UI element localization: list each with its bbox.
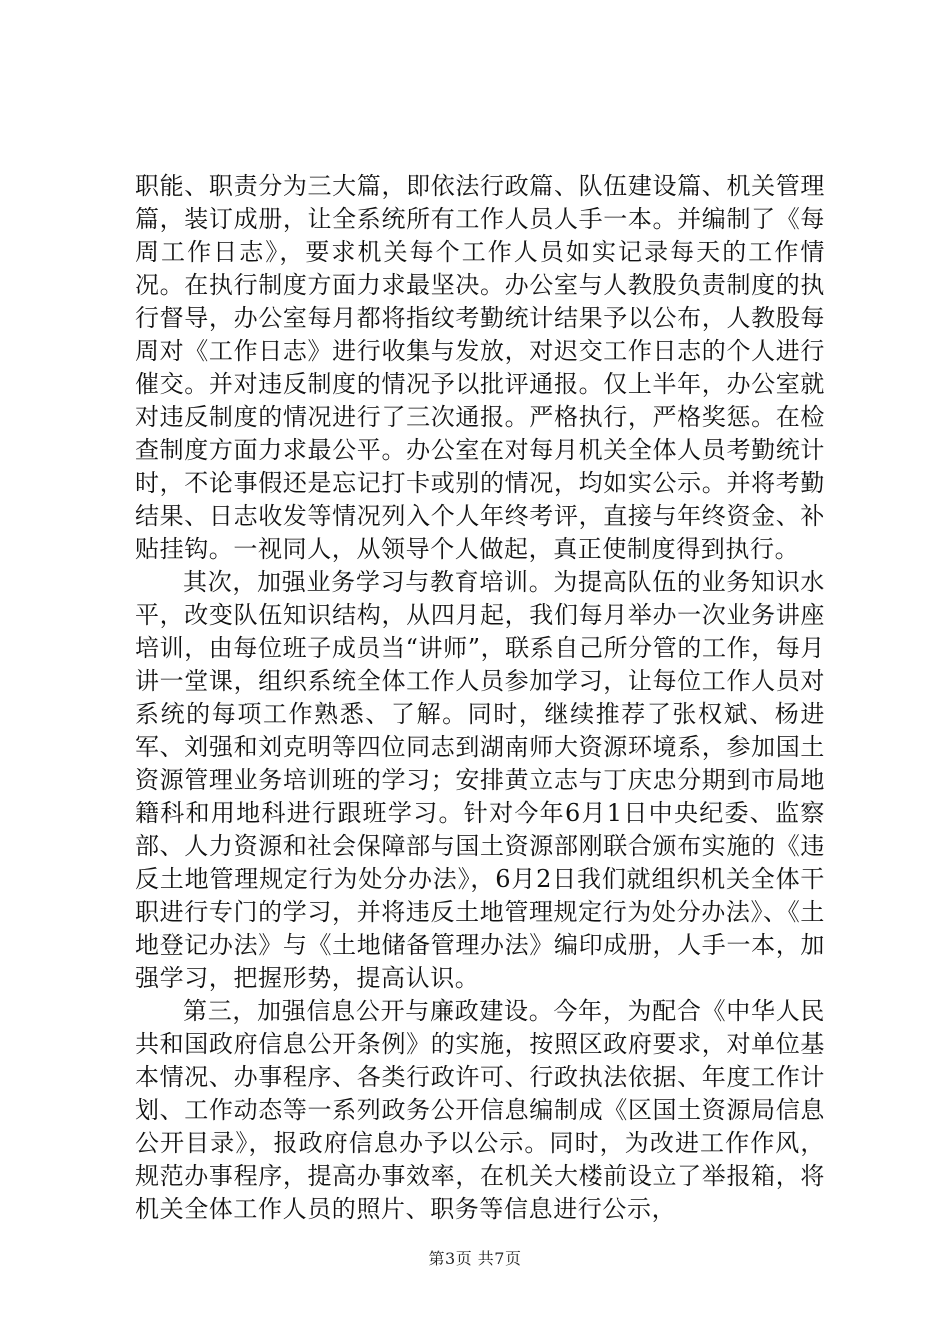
document-body <box>135 170 825 1226</box>
paragraph-continuation: 职能、职责分为三大篇，即依法行政篇、队伍建设篇、机关管理篇，装订成册，让全系统所有工作人员人手一本。并编制了《每周工作日志》，要求机关每个工作人员如实记录每天的工作情况。在执行制度方面力求最坚决。办公室与人教股负责制度的执行督导，办公室每月都将指纹考勤统计结果予以公布，人教股每周对《工作日志》进行收集与发放，对迟交工作日志的个人进行催交。并对违反制度的情况予以批评通报。仅上半年，办公室就对违反制度的情况进行了三次通报。严格执行，严格奖惩。在检查制度方面力求最公平。办公室在对每月机关全体人员考勤统计时，不论事假还是忘记打卡或别的情况，均如实公示。并将考勤结果、日志收发等情况列入个人年终考评，直接与年终资金、补贴挂钩。一视同人，从领导个人做起，真正使制度得到执行。 <box>135 172 825 563</box>
paragraph-training: 其次，加强业务学习与教育培训。为提高队伍的业务知识水平，改变队伍知识结构，从四月起，我们每月举办一次业务讲座培训，由每位班子成员当“讲师”，联系自己所分管的工作，每月讲一堂课，组织系统全体工作人员参加学习，让每位工作人员对系统的每项工作熟悉、了解。同时，继续推荐了张权斌、杨进军、刘强和刘克明等四位同志到湖南师大资源环境系，参加国土资源管理业务培训班的学习；安排黄立志与丁庆忠分期到市局地籍科和用地科进行跟班学习。针对今年6月1日中央纪委、监察部、人力资源和社会保障部与国土资源部刚联合颁布实施的《违反土地管理规定行为处分办法》，6月2日我们就组织机关全体干职进行专门的学习，并将违反土地管理规定行为处分办法》、《土地登记办法》与《土地储备管理办法》编印成册，人手一本，加强学习，把握形势，提高认识。 <box>135 568 825 992</box>
paragraph-info-disclosure: 第三，加强信息公开与廉政建设。今年，为配合《中华人民共和国政府信息公开条例》的实施，按照区政府要求，对单位基本情况、办事程序、各类行政许可、行政执法依据、年度工作计划、工作动态等一系列政务公开信息编制成《区国土资源局信息公开目录》，报政府信息办予以公示。同时，为改进工作作风，规范办事程序，提高办事效率，在机关大楼前设立了举报箱，将机关全体工作人员的照片、职务等信息进行公示， <box>135 997 825 1223</box>
page-number-footer: 第3页 共7页 <box>428 1249 522 1268</box>
